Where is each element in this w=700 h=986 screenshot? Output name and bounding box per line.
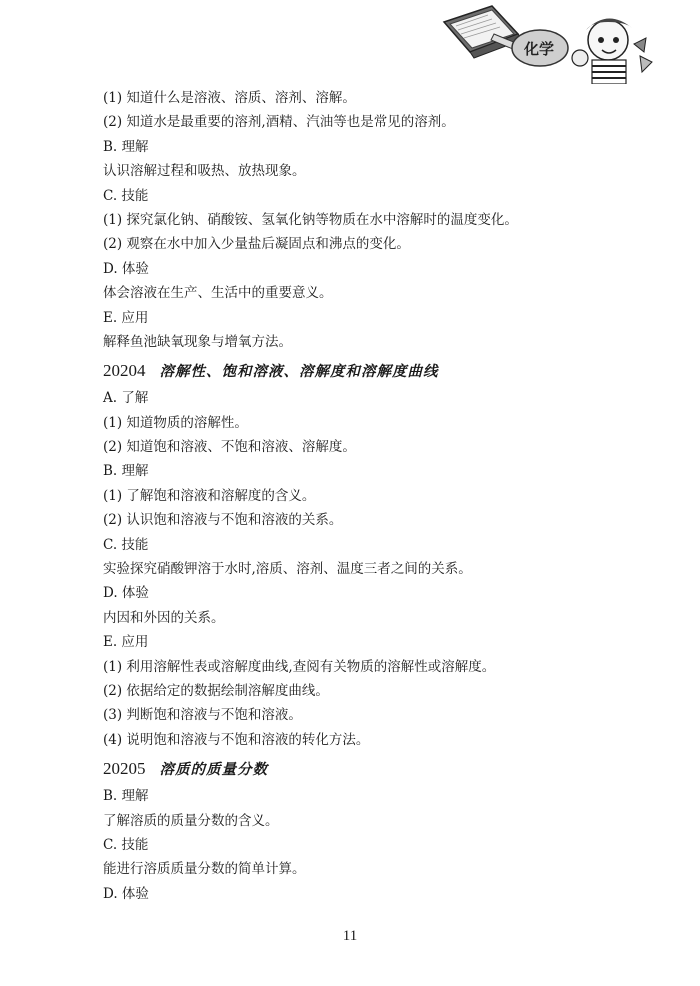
text-line: 内因和外因的关系。 bbox=[103, 609, 225, 626]
text-line: D. 体验 bbox=[103, 885, 149, 902]
text-line: (2) 依据给定的数据绘制溶解度曲线。 bbox=[103, 682, 329, 699]
text-line: C. 技能 bbox=[103, 836, 149, 853]
text-line: 实验探究硝酸钾溶于水时,溶质、溶剂、温度三者之间的关系。 bbox=[103, 561, 472, 578]
header-illustration bbox=[430, 0, 700, 84]
text-line: C. 技能 bbox=[103, 187, 149, 204]
text-line: 解释鱼池缺氧现象与增氧方法。 bbox=[103, 333, 292, 350]
text-line: (1) 知道什么是溶液、溶质、溶剂、溶解。 bbox=[103, 90, 356, 106]
text-line: D. 体验 bbox=[103, 585, 149, 602]
text-line: C. 技能 bbox=[103, 536, 149, 553]
text-line: (3) 判断饱和溶液与不饱和溶液。 bbox=[103, 707, 302, 724]
content-body bbox=[103, 86, 633, 906]
text-line: E. 应用 bbox=[103, 634, 149, 651]
subject-label: 化学 bbox=[524, 40, 555, 58]
text-line: 认识溶解过程和吸热、放热现象。 bbox=[103, 163, 306, 180]
text-line: (1) 了解饱和溶液和溶解度的含义。 bbox=[103, 487, 316, 504]
text-line: (1) 知道物质的溶解性。 bbox=[103, 414, 248, 431]
text-line: (2) 知道饱和溶液、不饱和溶液、溶解度。 bbox=[103, 439, 356, 456]
text-line: 体会溶液在生产、生活中的重要意义。 bbox=[103, 285, 333, 302]
section-code: 20204 bbox=[103, 361, 146, 381]
page-number: 11 bbox=[342, 928, 358, 944]
section-title: 溶解性、饱和溶液、溶解度和溶解度曲线 bbox=[159, 364, 439, 381]
text-line: 了解溶质的质量分数的含义。 bbox=[103, 812, 279, 829]
text-line: B. 理解 bbox=[103, 463, 149, 480]
section-title: 溶质的质量分数 bbox=[159, 762, 268, 779]
text-line: E. 应用 bbox=[103, 309, 149, 326]
section-code: 20205 bbox=[103, 759, 146, 779]
text-line: B. 理解 bbox=[103, 788, 149, 805]
text-line: (2) 观察在水中加入少量盐后凝固点和沸点的变化。 bbox=[103, 236, 410, 253]
text-line: (1) 探究氯化钠、硝酸铵、氢氧化钠等物质在水中溶解时的温度变化。 bbox=[103, 211, 518, 228]
text-line: (1) 利用溶解性表或溶解度曲线,查阅有关物质的溶解性或溶解度。 bbox=[103, 658, 496, 675]
section-heading bbox=[103, 754, 633, 784]
text-line: (2) 认识饱和溶液与不饱和溶液的关系。 bbox=[103, 512, 343, 529]
text-line: (2) 知道水是最重要的溶剂,酒精、汽油等也是常见的溶剂。 bbox=[103, 114, 455, 131]
text-line: (4) 说明饱和溶液与不饱和溶液的转化方法。 bbox=[103, 731, 370, 748]
section-heading bbox=[103, 356, 633, 386]
book-pencil-kid-illustration bbox=[430, 0, 700, 84]
text-line: A. 了解 bbox=[103, 390, 149, 407]
text-line: D. 体验 bbox=[103, 260, 149, 277]
text-line: 能进行溶质质量分数的简单计算。 bbox=[103, 861, 306, 878]
text-line: B. 理解 bbox=[103, 138, 149, 155]
